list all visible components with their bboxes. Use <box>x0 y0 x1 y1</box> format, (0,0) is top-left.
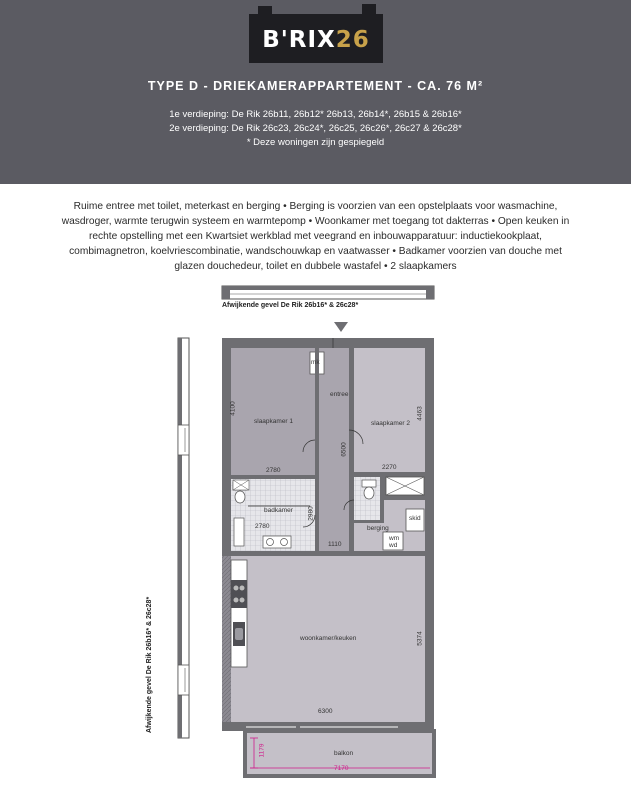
logo-main-text: B'RIX <box>262 27 336 53</box>
logo-number-text: 26 <box>335 27 370 53</box>
label-mk: mk <box>311 359 320 366</box>
dim-2780-bottom: 2780 <box>255 523 270 530</box>
label-woonkamer: woonkamer/keuken <box>300 635 357 642</box>
dim-4100: 4100 <box>229 401 237 416</box>
gevel-top-label: Afwijkende gevel De Rik 26b16* & 26c28* <box>222 302 359 309</box>
floor-line-1: 1e verdieping: De Rik 26b11, 26b12* 26b13, 26b14*, 26b15 & 26b16* <box>169 109 462 120</box>
dim-1179: 1179 <box>258 743 266 758</box>
dim-5374: 5374 <box>416 631 424 646</box>
hatched-wall <box>222 556 231 722</box>
dim-6500: 6500 <box>340 442 348 457</box>
label-berging: berging <box>367 525 389 532</box>
entry-arrow-icon <box>334 322 348 332</box>
label-badkamer: badkamer <box>264 507 293 514</box>
dim-2780-top: 2780 <box>266 467 281 474</box>
label-wm: wm <box>389 535 400 542</box>
dim-7170: 7170 <box>334 765 349 772</box>
label-slaapkamer-2: slaapkamer 2 <box>371 420 411 427</box>
room-slaapkamer-1 <box>231 348 315 475</box>
apartment-description: Ruime entree met toilet, meterkast en berging • Berging is voorzien van een opstelplaats voor wasmachine, wasdroger, warmte terugwin systeem en warmtepomp • Woonkamer met toegang tot dakterras • Open keuken in rechte opstelling met een Kwartsiet werkblad met veegrand en inbouwapparatuur: inductiekookplaat, combimagnetron, koelvriescombinatie, wandschouwkap en vaatwasser • Badkamer voorzien van douche met glazen douchedeur, toilet en dubbele wastafel • 2 slaapkamers <box>61 201 570 272</box>
type-title: TYPE D - DRIEKAMERAPPARTEMENT - CA. 76 M² <box>147 79 484 93</box>
dim-1110: 1110 <box>328 541 342 548</box>
label-wd: wd <box>389 542 398 549</box>
dim-6300: 6300 <box>318 708 333 715</box>
label-slaapkamer-1: slaapkamer 1 <box>254 418 294 425</box>
room-slaapkamer-2 <box>354 348 425 472</box>
floor-line-3: * Deze woningen zijn gespiegeld <box>246 137 385 148</box>
dim-2270: 2270 <box>382 464 397 471</box>
kitchen-counter <box>231 560 247 667</box>
label-entree: entree <box>330 391 349 398</box>
floor-line-2: 2e verdieping: De Rik 26c23, 26c24*, 26c25, 26c26*, 26c27 & 26c28* <box>169 123 462 134</box>
dim-2980: 2980 <box>307 506 315 521</box>
gevel-side-label: Afwijkende gevel De Rik 26b16* & 26c28* <box>146 596 153 733</box>
facade-left <box>178 338 189 738</box>
facade-top <box>222 286 434 299</box>
dim-4463: 4463 <box>416 406 424 421</box>
label-balkon: balkon <box>334 750 354 757</box>
label-skid: skid <box>409 515 421 522</box>
